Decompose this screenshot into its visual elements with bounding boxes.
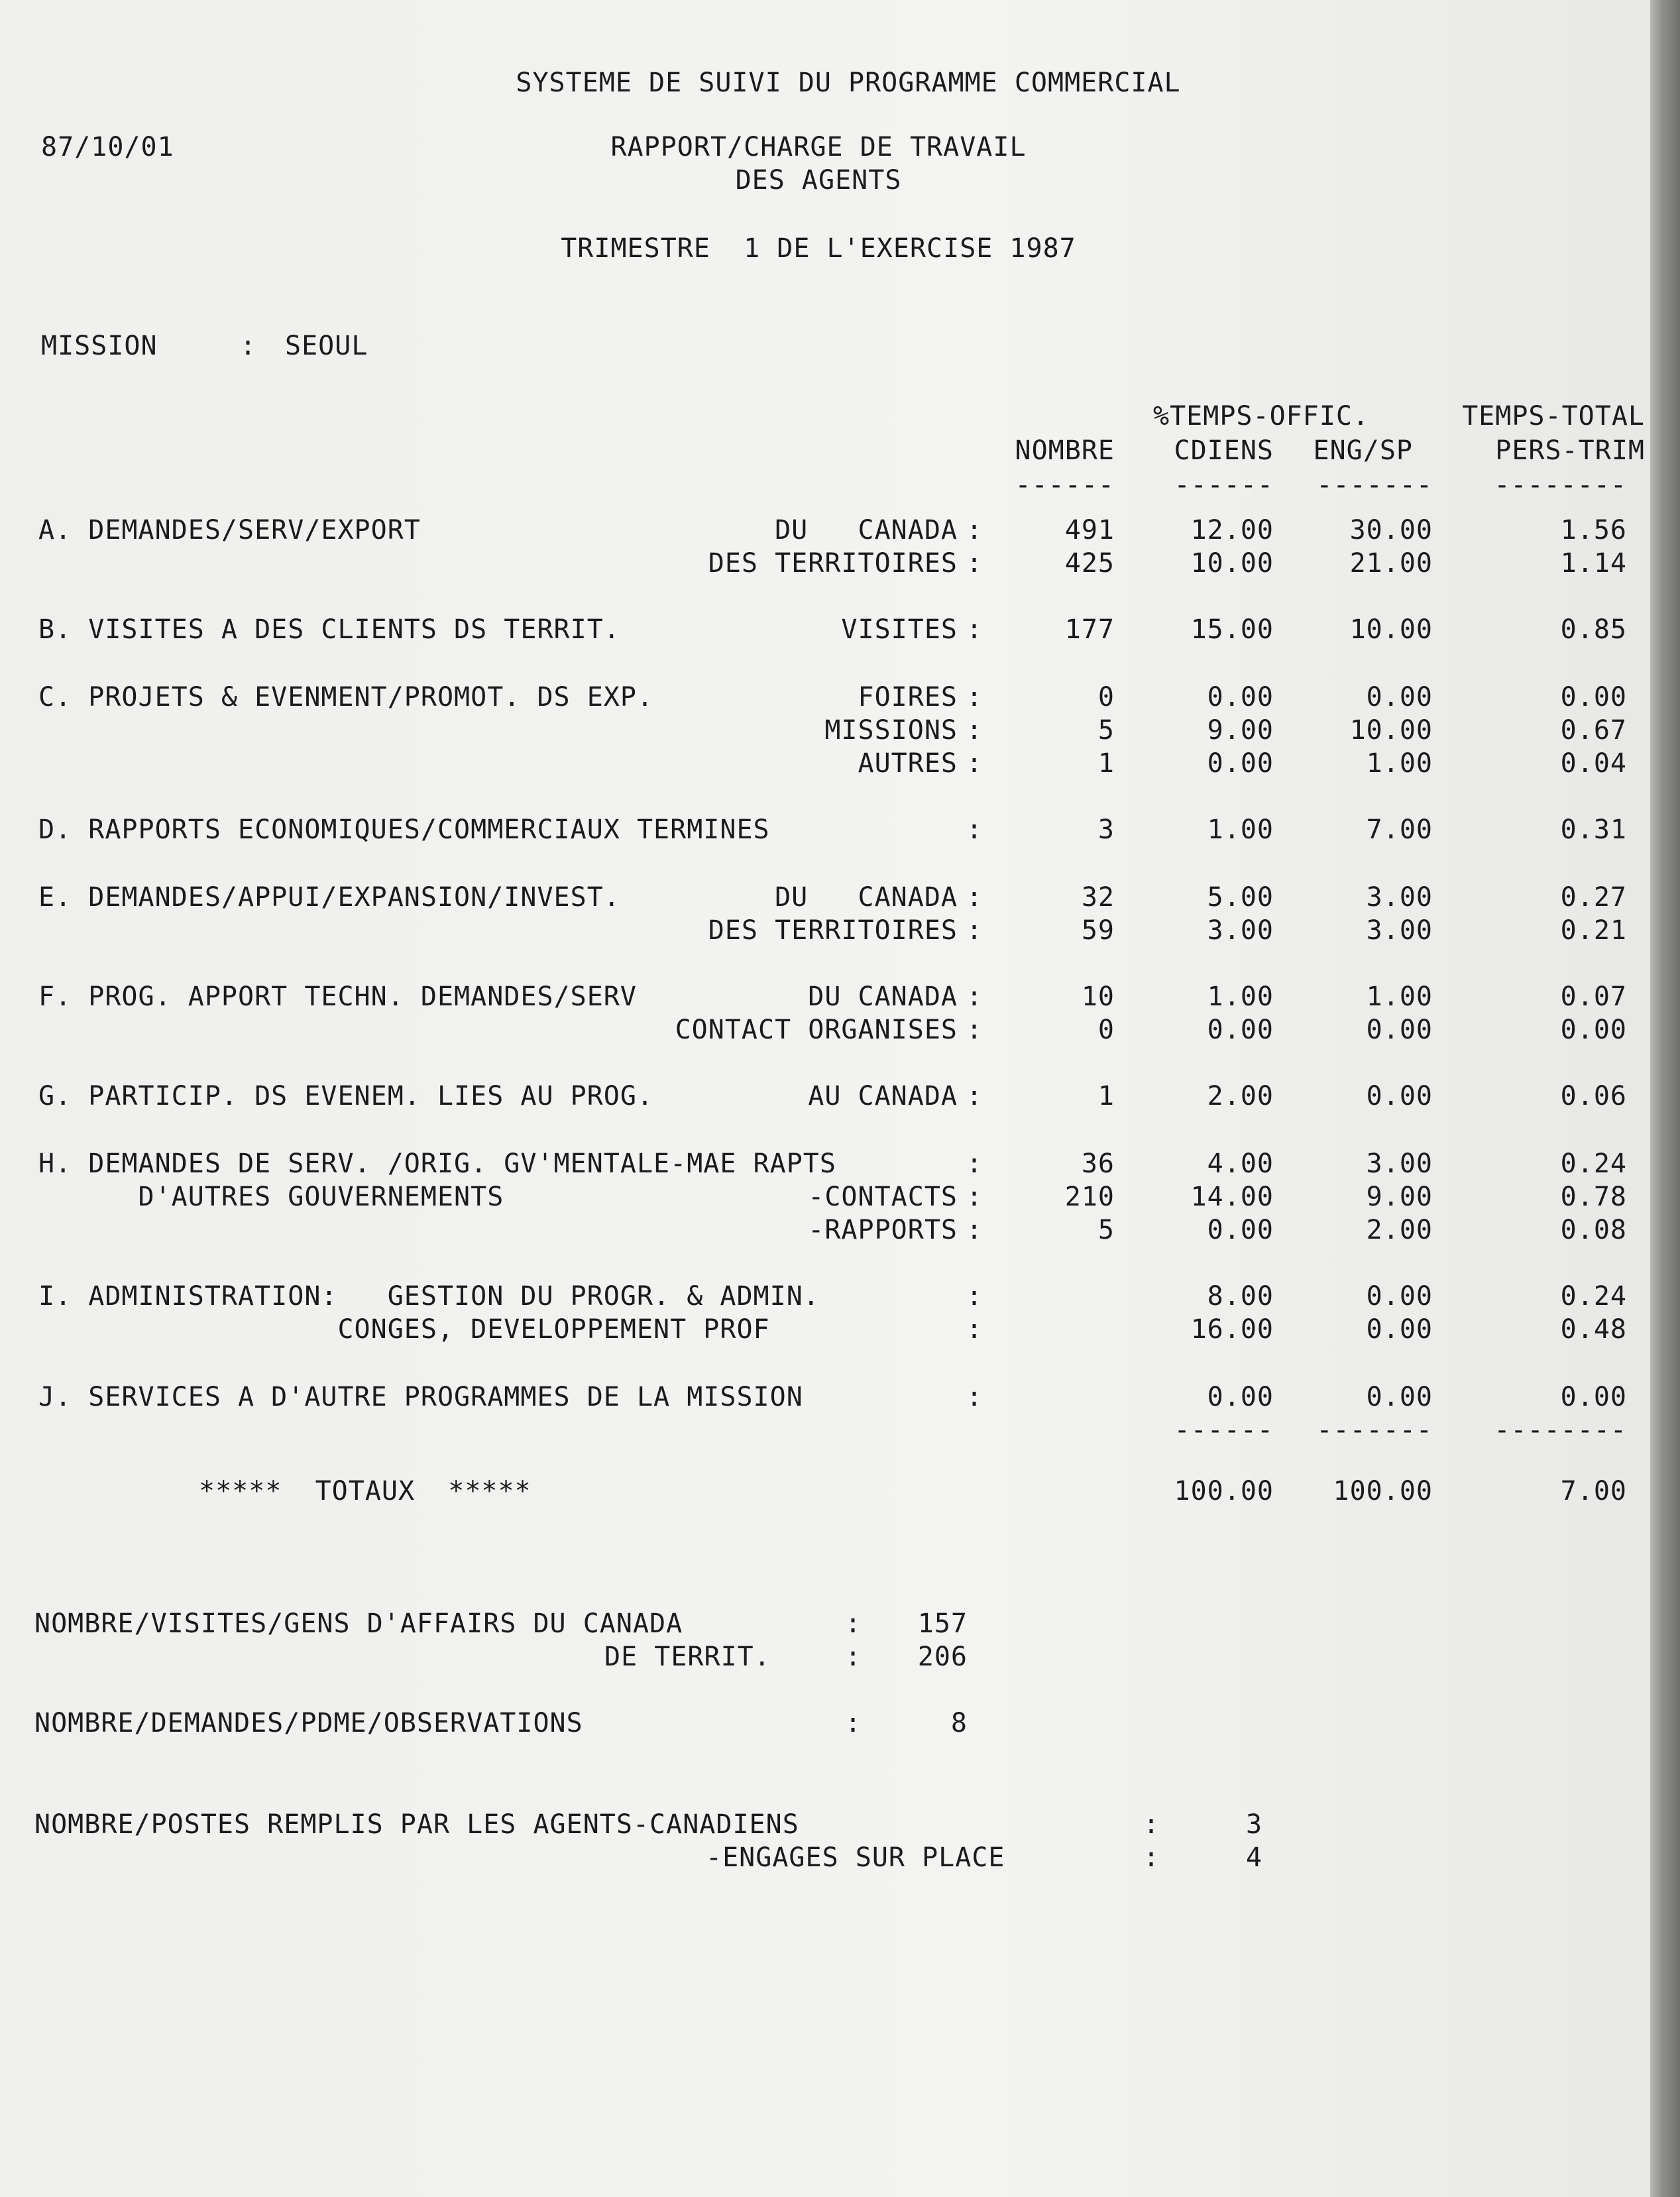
cell-cdiens: 10.00 bbox=[1190, 548, 1274, 579]
footer-postes-label: NOMBRE/POSTES REMPLIS PAR LES AGENTS-CANADIENS bbox=[34, 1809, 799, 1840]
row-colon: : bbox=[966, 548, 983, 579]
footer-territ-label: DE TERRIT. bbox=[604, 1642, 771, 1672]
cell-cdiens: 1.00 bbox=[1207, 815, 1274, 845]
header-cdiens: CDIENS bbox=[1174, 435, 1274, 466]
cell-engsp: 0.00 bbox=[1366, 1314, 1433, 1345]
footer-pdme-colon: : bbox=[845, 1708, 862, 1738]
header-dash-engsp: ------- bbox=[1316, 470, 1433, 500]
cell-pers-trim: 0.78 bbox=[1560, 1182, 1627, 1212]
cell-nombre: 32 bbox=[1081, 882, 1115, 913]
cell-engsp: 21.00 bbox=[1349, 548, 1433, 579]
cell-engsp: 7.00 bbox=[1366, 815, 1433, 845]
footer-visites-label: NOMBRE/VISITES/GENS D'AFFAIRS DU CANADA bbox=[34, 1608, 683, 1639]
header-temps-total: TEMPS-TOTAL bbox=[1462, 401, 1645, 431]
row-label: B. VISITES A DES CLIENTS DS TERRIT. bbox=[38, 614, 620, 645]
cell-engsp: 2.00 bbox=[1366, 1215, 1433, 1245]
cell-engsp: 3.00 bbox=[1366, 915, 1433, 946]
cell-cdiens: 3.00 bbox=[1207, 915, 1274, 946]
cell-cdiens: 9.00 bbox=[1207, 715, 1274, 746]
cell-nombre: 1 bbox=[1097, 1081, 1115, 1111]
cell-engsp: 0.00 bbox=[1366, 1015, 1433, 1045]
cell-pers-trim: 0.00 bbox=[1560, 1382, 1627, 1412]
cell-pers-trim: 0.21 bbox=[1560, 915, 1627, 946]
row-sublabel: DES TERRITOIRES bbox=[708, 548, 958, 579]
row-colon: : bbox=[966, 815, 983, 845]
cell-nombre: 5 bbox=[1097, 715, 1115, 746]
cell-cdiens: 2.00 bbox=[1207, 1081, 1274, 1111]
row-colon: : bbox=[966, 748, 983, 779]
cell-cdiens: 0.00 bbox=[1207, 748, 1274, 779]
cell-pers-trim: 0.31 bbox=[1560, 815, 1627, 845]
cell-nombre: 59 bbox=[1081, 915, 1115, 946]
cell-nombre: 210 bbox=[1064, 1182, 1115, 1212]
cell-engsp: 0.00 bbox=[1366, 1281, 1433, 1312]
cell-engsp: 3.00 bbox=[1366, 1149, 1433, 1179]
page-edge bbox=[1650, 0, 1680, 2197]
cell-engsp: 1.00 bbox=[1366, 748, 1433, 779]
footer-pdme-label: NOMBRE/DEMANDES/PDME/OBSERVATIONS bbox=[34, 1708, 583, 1738]
header-engsp: ENG/SP bbox=[1313, 435, 1413, 466]
row-colon: : bbox=[966, 614, 983, 645]
cell-engsp: 3.00 bbox=[1366, 882, 1433, 913]
footer-postes-value: 3 bbox=[1246, 1809, 1263, 1840]
cell-cdiens: 15.00 bbox=[1190, 614, 1274, 645]
header-dash-nombre: ------ bbox=[1015, 470, 1115, 500]
row-label: J. SERVICES A D'AUTRE PROGRAMMES DE LA MISSION bbox=[38, 1382, 803, 1412]
cell-pers-trim: 0.08 bbox=[1560, 1215, 1627, 1245]
row-label: G. PARTICIP. DS EVENEM. LIES AU PROG. bbox=[38, 1081, 654, 1111]
row-label: A. DEMANDES/SERV/EXPORT bbox=[38, 515, 421, 545]
cell-nombre: 1 bbox=[1097, 748, 1115, 779]
row-colon: : bbox=[966, 1281, 983, 1312]
row-label: H. DEMANDES DE SERV. /ORIG. GV'MENTALE-MAE RAPTS bbox=[38, 1149, 836, 1179]
cell-pers-trim: 0.00 bbox=[1560, 1015, 1627, 1045]
cell-engsp: 9.00 bbox=[1366, 1182, 1433, 1212]
footer-postes-colon: : bbox=[1143, 1809, 1160, 1840]
totals-engsp: 100.00 bbox=[1333, 1476, 1433, 1506]
cell-pers-trim: 0.04 bbox=[1560, 748, 1627, 779]
row-sublabel: AU CANADA bbox=[808, 1081, 958, 1111]
cell-cdiens: 4.00 bbox=[1207, 1149, 1274, 1179]
footer-visites-colon: : bbox=[845, 1608, 862, 1639]
cell-pers-trim: 1.56 bbox=[1560, 515, 1627, 545]
cell-cdiens: 0.00 bbox=[1207, 1015, 1274, 1045]
cell-cdiens: 0.00 bbox=[1207, 682, 1274, 712]
cell-pers-trim: 0.07 bbox=[1560, 982, 1627, 1012]
row-colon: : bbox=[966, 1081, 983, 1111]
row-colon: : bbox=[966, 1149, 983, 1179]
cell-cdiens: 0.00 bbox=[1207, 1215, 1274, 1245]
cell-nombre: 10 bbox=[1081, 982, 1115, 1012]
row-sublabel: VISITES bbox=[841, 614, 958, 645]
cell-cdiens: 0.00 bbox=[1207, 1382, 1274, 1412]
mission-value: SEOUL bbox=[285, 331, 368, 361]
cell-engsp: 10.00 bbox=[1349, 715, 1433, 746]
row-colon: : bbox=[966, 982, 983, 1012]
cell-pers-trim: 1.14 bbox=[1560, 548, 1627, 579]
row-label: CONGES, DEVELOPPEMENT PROF bbox=[38, 1314, 770, 1345]
totals-dash-engsp: ------- bbox=[1316, 1415, 1433, 1445]
row-colon: : bbox=[966, 1015, 983, 1045]
cell-nombre: 177 bbox=[1064, 614, 1115, 645]
row-colon: : bbox=[966, 1382, 983, 1412]
row-sublabel: AUTRES bbox=[858, 748, 958, 779]
mission-label: MISSION bbox=[41, 331, 158, 361]
cell-pers-trim: 0.48 bbox=[1560, 1314, 1627, 1345]
cell-nombre: 425 bbox=[1064, 548, 1115, 579]
row-sublabel: CONTACT ORGANISES bbox=[675, 1015, 958, 1045]
cell-nombre: 0 bbox=[1097, 1015, 1115, 1045]
totals-label: ***** TOTAUX ***** bbox=[199, 1476, 532, 1506]
report-subtitle-line1: RAPPORT/CHARGE DE TRAVAIL bbox=[610, 132, 1027, 162]
header-pct-temps: %TEMPS-OFFIC. bbox=[1153, 401, 1370, 431]
row-colon: : bbox=[966, 682, 983, 712]
cell-cdiens: 14.00 bbox=[1190, 1182, 1274, 1212]
header-nombre: NOMBRE bbox=[1015, 435, 1115, 466]
row-label: D. RAPPORTS ECONOMIQUES/COMMERCIAUX TERMINES bbox=[38, 815, 770, 845]
row-sublabel: MISSIONS bbox=[824, 715, 958, 746]
cell-engsp: 30.00 bbox=[1349, 515, 1433, 545]
row-sublabel: DU CANADA bbox=[775, 515, 958, 545]
row-colon: : bbox=[966, 715, 983, 746]
report-title: SYSTEME DE SUIVI DU PROGRAMME COMMERCIAL bbox=[516, 68, 1181, 98]
report-date: 87/10/01 bbox=[41, 132, 174, 162]
header-dash-cdiens: ------ bbox=[1174, 470, 1274, 500]
cell-pers-trim: 0.85 bbox=[1560, 614, 1627, 645]
cell-engsp: 0.00 bbox=[1366, 682, 1433, 712]
footer-engages-label: -ENGAGES SUR PLACE bbox=[706, 1842, 1005, 1873]
row-sublabel: DES TERRITOIRES bbox=[708, 915, 958, 946]
cell-cdiens: 16.00 bbox=[1190, 1314, 1274, 1345]
row-label: D'AUTRES GOUVERNEMENTS bbox=[38, 1182, 504, 1212]
row-label: I. ADMINISTRATION: GESTION DU PROGR. & ADMIN. bbox=[38, 1281, 820, 1312]
footer-visites-value: 157 bbox=[917, 1608, 968, 1639]
footer-pdme-value: 8 bbox=[950, 1708, 968, 1738]
row-sublabel: -RAPPORTS bbox=[808, 1215, 958, 1245]
header-pers-trim: PERS-TRIM bbox=[1495, 435, 1645, 466]
header-dash-pers: -------- bbox=[1494, 470, 1627, 500]
row-sublabel: DU CANADA bbox=[808, 982, 958, 1012]
cell-cdiens: 1.00 bbox=[1207, 982, 1274, 1012]
row-sublabel: -CONTACTS bbox=[808, 1182, 958, 1212]
cell-cdiens: 8.00 bbox=[1207, 1281, 1274, 1312]
row-colon: : bbox=[966, 515, 983, 545]
row-colon: : bbox=[966, 915, 983, 946]
footer-territ-value: 206 bbox=[917, 1642, 968, 1672]
cell-pers-trim: 0.00 bbox=[1560, 682, 1627, 712]
cell-cdiens: 12.00 bbox=[1190, 515, 1274, 545]
footer-engages-value: 4 bbox=[1246, 1842, 1263, 1873]
row-colon: : bbox=[966, 1314, 983, 1345]
report-period: TRIMESTRE 1 DE L'EXERCISE 1987 bbox=[561, 233, 1076, 264]
cell-pers-trim: 0.24 bbox=[1560, 1281, 1627, 1312]
cell-nombre: 36 bbox=[1081, 1149, 1115, 1179]
totals-cdiens: 100.00 bbox=[1174, 1476, 1274, 1506]
cell-nombre: 0 bbox=[1097, 682, 1115, 712]
footer-engages-colon: : bbox=[1143, 1842, 1160, 1873]
cell-nombre: 3 bbox=[1097, 815, 1115, 845]
cell-nombre: 5 bbox=[1097, 1215, 1115, 1245]
row-label: F. PROG. APPORT TECHN. DEMANDES/SERV bbox=[38, 982, 637, 1012]
cell-engsp: 0.00 bbox=[1366, 1382, 1433, 1412]
cell-nombre: 491 bbox=[1064, 515, 1115, 545]
totals-dash-cdiens: ------ bbox=[1174, 1415, 1274, 1445]
footer-territ-colon: : bbox=[845, 1642, 862, 1672]
row-colon: : bbox=[966, 882, 983, 913]
cell-engsp: 0.00 bbox=[1366, 1081, 1433, 1111]
totals-pers-trim: 7.00 bbox=[1560, 1476, 1627, 1506]
row-sublabel: DU CANADA bbox=[775, 882, 958, 913]
mission-sep: : bbox=[240, 331, 257, 361]
cell-engsp: 1.00 bbox=[1366, 982, 1433, 1012]
row-colon: : bbox=[966, 1215, 983, 1245]
cell-pers-trim: 0.24 bbox=[1560, 1149, 1627, 1179]
row-sublabel: FOIRES bbox=[858, 682, 958, 712]
cell-pers-trim: 0.06 bbox=[1560, 1081, 1627, 1111]
report-subtitle-line2: DES AGENTS bbox=[735, 165, 902, 196]
cell-engsp: 10.00 bbox=[1349, 614, 1433, 645]
cell-pers-trim: 0.27 bbox=[1560, 882, 1627, 913]
cell-pers-trim: 0.67 bbox=[1560, 715, 1627, 746]
row-label: E. DEMANDES/APPUI/EXPANSION/INVEST. bbox=[38, 882, 620, 913]
totals-dash-pers: -------- bbox=[1494, 1415, 1627, 1445]
row-colon: : bbox=[966, 1182, 983, 1212]
cell-cdiens: 5.00 bbox=[1207, 882, 1274, 913]
row-label: C. PROJETS & EVENMENT/PROMOT. DS EXP. bbox=[38, 682, 654, 712]
